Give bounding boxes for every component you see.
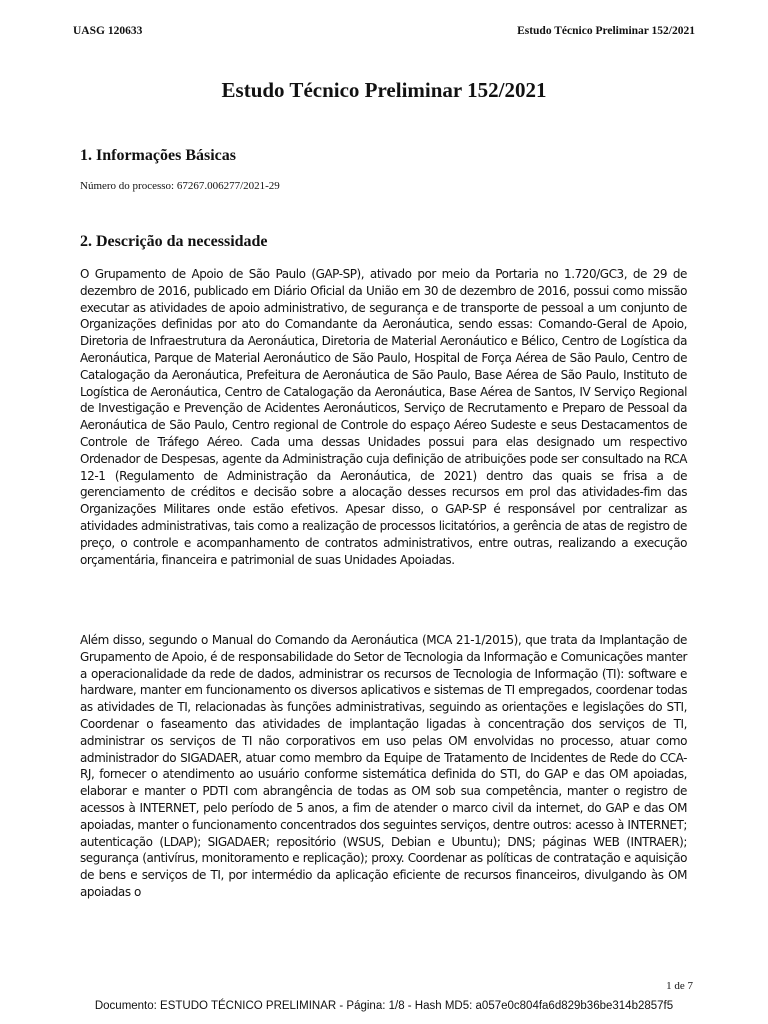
section-2-heading: 2. Descrição da necessidade xyxy=(80,233,268,250)
process-number: Número do processo: 67267.006277/2021-29 xyxy=(80,180,280,192)
paragraph-1: O Grupamento de Apoio de São Paulo (GAP-SP), ativado por meio da Portaria no 1.720/GC3, de 29 de dezembro de 2016, publicado em Diário Oficial da União em 30 de dezembro de 2016, possui como missão executar as atividades de apoio administrativo, de segurança e de transporte de pessoal a um conjunto de Organizações definidas por ato do Comandante da Aeronáutica, sendo essas: Comando-Geral de Apoio, Diretoria de Infraestrutura da Aeronáutica, Diretoria de Material Aeronáutico e Bélico, Centro de Logística da Aeronáutica, Parque de Material Aeronáutico de São Paulo, Hospital de Força Aérea de São Paulo, Centro de Catalogação da Aeronáutica, Prefeitura de Aeronáutica de São Paulo, Base Aérea de São Paulo, Instituto de Logística de Aeronáutica, Centro de Catalogação da Aeronáutica, Base Aérea de Santos, IV Serviço Regional de Investigação e Prevenção de Acidentes Aeronáuticos, Serviço de Recrutamento e Preparo de Pessoal da Aeronáutica de São Paulo, Centro regional de Controle do espaço Aéreo Sudeste e seus Destacamentos de Controle de Tráfego Aéreo. Cada uma dessas Unidades possui para elas designado um respectivo Ordenador de Despesas, agente da Administração cuja definição de atribuições pode ser consultado na RCA 12-1 (Regulamento de Administração da Aeronáutica, de 2021) dentro das quais se frisa a de gerenciamento de créditos e decisão sobre a alocação desses recursos em prol das atividades-fim das Organizações Militares onde estão efetivos. Apesar disso, o GAP-SP é responsável por centralizar as atividades administrativas, tais como a realização de processos licitatórios, a gerência de atas de registro de preço, o controle e acompanhamento de contratos administrativos, entre outras, realizando a execução orçamentária, financeira e patrimonial de suas Unidades Apoiadas. xyxy=(80,267,687,567)
header-uasg: UASG 120633 xyxy=(73,25,143,37)
section-1-heading: 1. Informações Básicas xyxy=(80,147,236,164)
page-number: 1 de 7 xyxy=(666,980,693,992)
document-footer: Documento: ESTUDO TÉCNICO PRELIMINAR - Página: 1/8 - Hash MD5: a057e0c804fa6d829b36be314b2857f5 xyxy=(94,1000,674,1012)
page-title: Estudo Técnico Preliminar 152/2021 xyxy=(221,78,547,102)
header-doc-title: Estudo Técnico Preliminar 152/2021 xyxy=(517,25,695,37)
paragraph-2: Além disso, segundo o Manual do Comando da Aeronáutica (MCA 21-1/2015), que trata da Implantação de Grupamento de Apoio, é de responsabilidade do Setor de Tecnologia da Informação e Comunicações manter a operacionalidade da rede de dados, administrar os recursos de Tecnologia de Informação (TI): software e hardware, manter em funcionamento os diversos aplicativos e sistemas de TI empregados, coordenar todas as atividades de TI, relacionadas às funções administrativas, seguindo as orientações e legislações do STI, Coordenar o faseamento das atividades de implantação ligadas à concentração dos serviços de TI, administrar os serviços de TI não corporativos em uso pelas OM envolvidas no processo, atuar como administrador do SIGADAER, atuar como membro da Equipe de Tratamento de Incidentes de Rede do CCA-RJ, fornecer o atendimento ao usuário conforme sistemática definida do STI, do GAP e das OM apoiadas, elaborar e manter o PDTI com abrangência de todas as OM sob sua competência, manter o registro de acessos à INTERNET, pelo período de 5 anos, a fim de atender o marco civil da internet, do GAP e das OM apoiadas, manter o funcionamento concentrados dos seguintes serviços, dentre outros: acesso à INTERNET; autenticação (LDAP); SIGADAER; repositório (WSUS, Debian e Ubuntu); DNS; páginas WEB (INTRAER); segurança (antivírus, monitoramento e replicação); proxy. Coordenar as políticas de contratação e aquisição de bens e serviços de TI, por intermédio da aplicação eficiente de recursos financeiros, divulgando às OM apoiadas o xyxy=(80,633,688,899)
